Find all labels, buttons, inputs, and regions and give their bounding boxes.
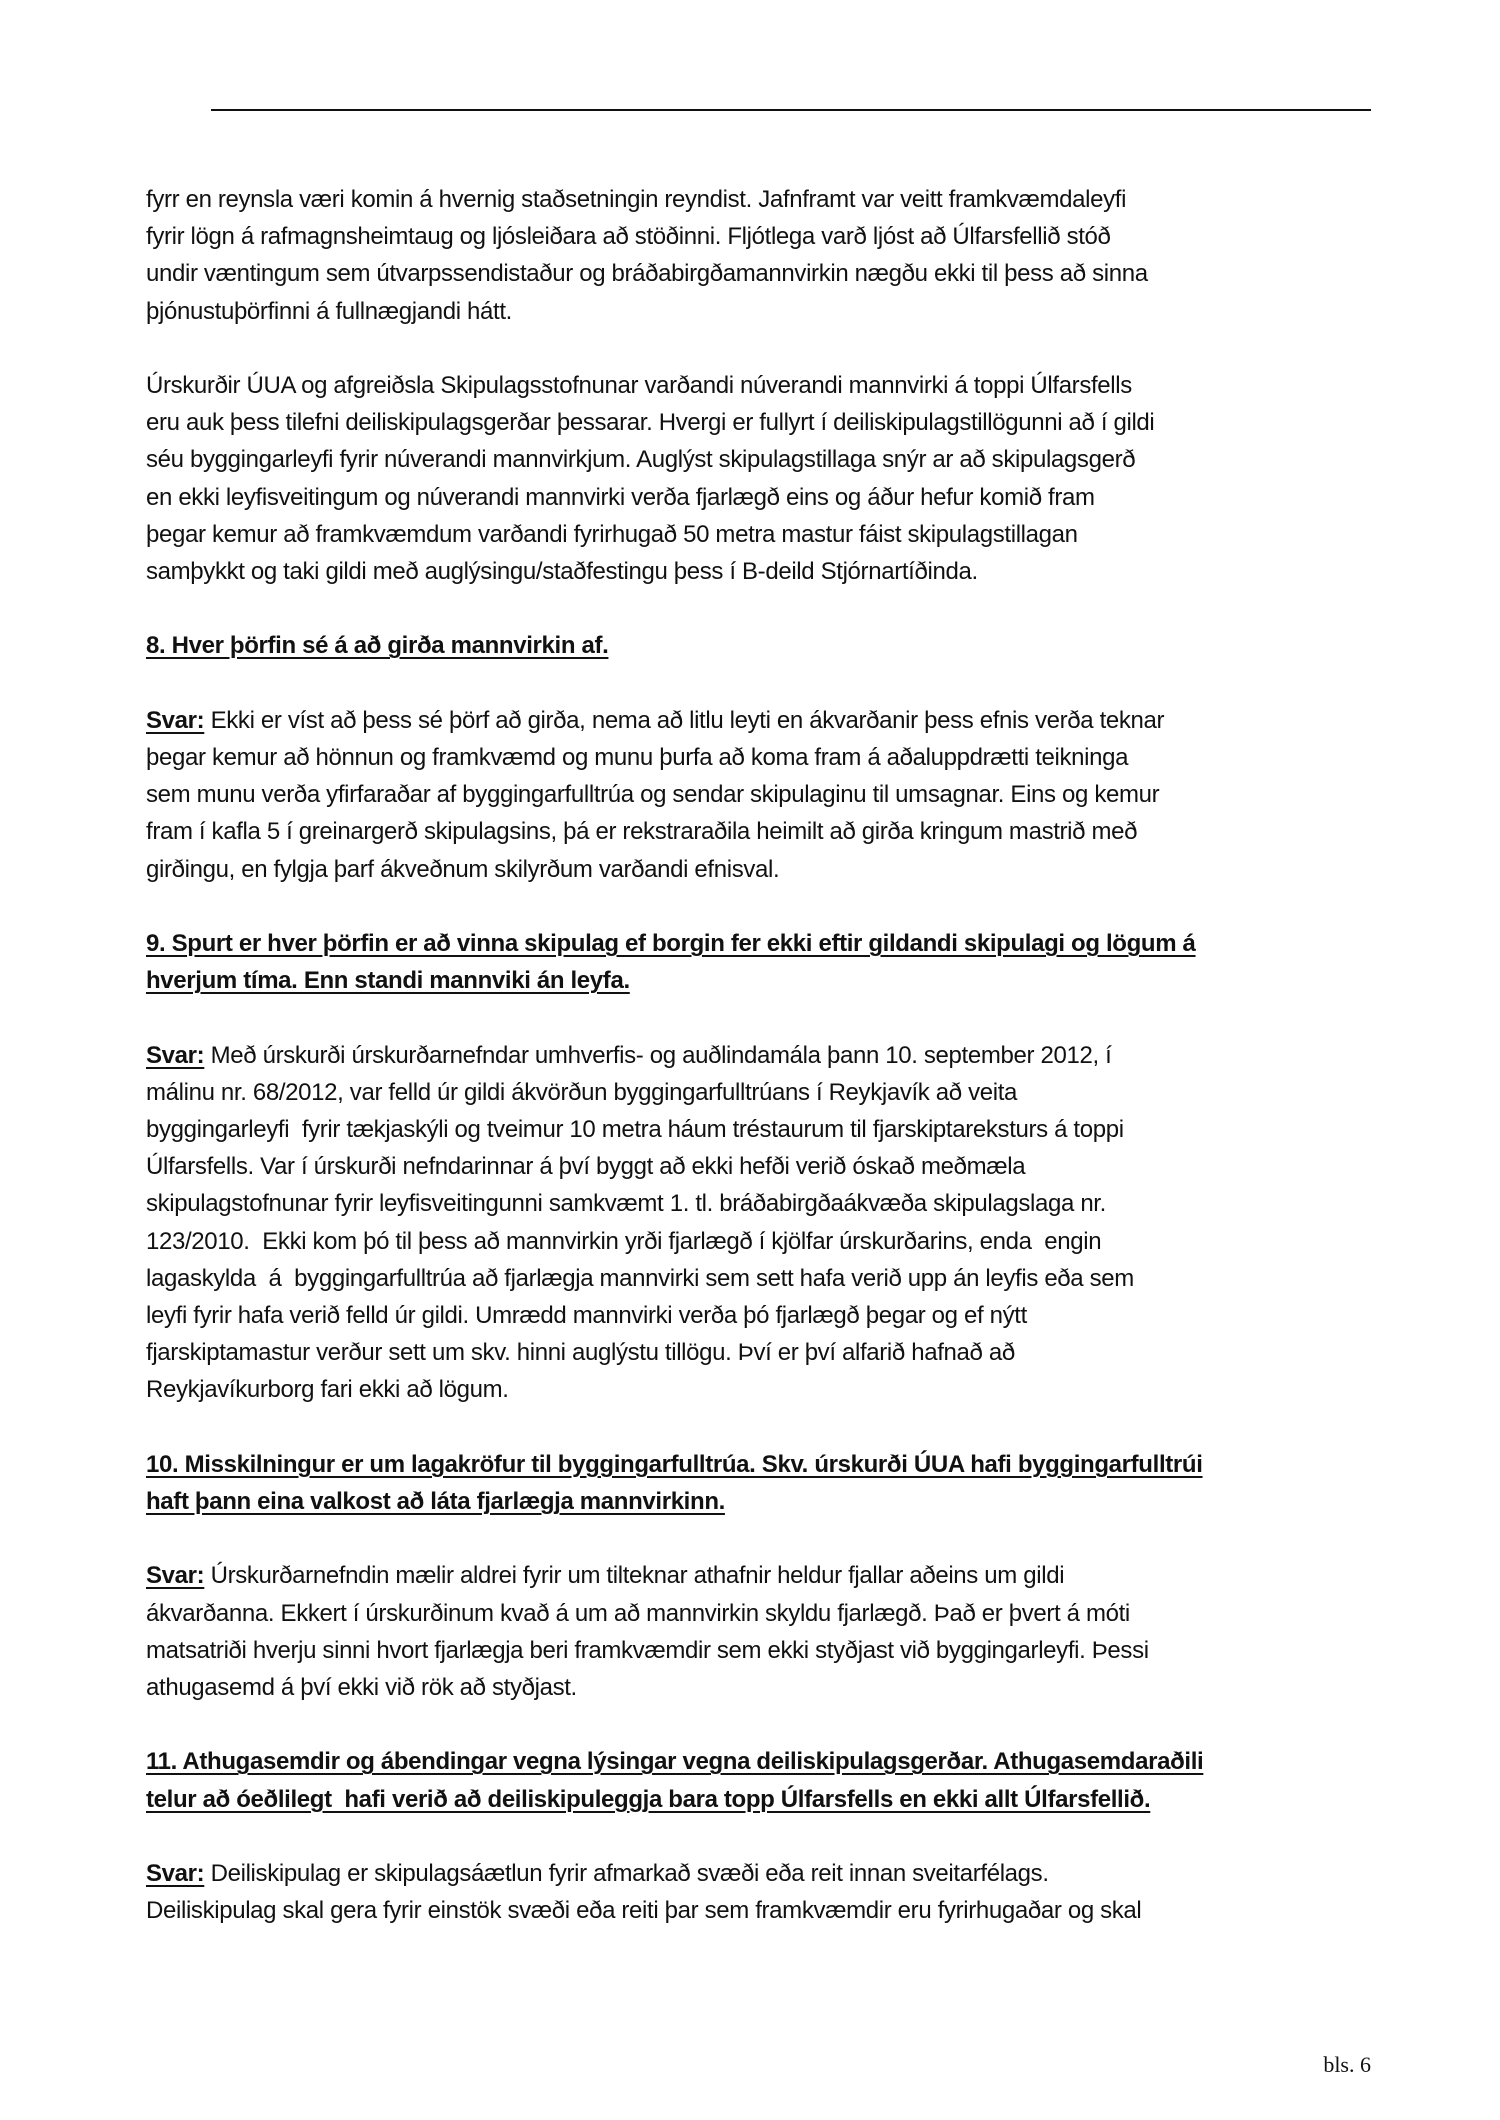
text-line: en ekki leyfisveitingum og núverandi mannvirki verða fjarlægð eins og áður hefur komið fram (146, 483, 1095, 511)
question-11-heading (146, 1743, 1386, 1817)
question-9-heading (146, 925, 1386, 999)
answer-label: Svar: (146, 706, 205, 734)
text-line: Reykjavíkurborg fari ekki að lögum. (146, 1376, 509, 1404)
question-10-heading (146, 1446, 1386, 1520)
heading-line: 9. Spurt er hver þörfin er að vinna skipulag ef borgin fer ekki eftir gildandi skipulagi og lögum á (146, 930, 1196, 957)
answer-label: Svar: (146, 1562, 205, 1590)
text-line: fram í kafla 5 í greinargerð skipulagsins, þá er rekstraraðila heimilt að girða kringum mastrið með (146, 818, 1138, 846)
text-line: samþykkt og taki gildi með auglýsingu/staðfestingu þess í B-deild Stjórnartíðinda. (146, 558, 978, 586)
text-line: byggingarleyfi fyrir tækjaskýli og tveimur 10 metra háum tréstaurum til fjarskiptareksturs á toppi (146, 1116, 1124, 1143)
text-line: þegar kemur að hönnun og framkvæmd og munu þurfa að koma fram á aðaluppdrætti teikninga (146, 744, 1129, 771)
answer-label: Svar: (146, 1041, 205, 1069)
heading-line: haft þann eina valkost að láta fjarlægja mannvirkinn. (146, 1488, 725, 1516)
heading-line: hverjum tíma. Enn standi mannviki án leyfa. (146, 967, 630, 995)
answer-8 (146, 702, 1386, 888)
intro-paragraph (146, 181, 1386, 330)
document-body (146, 181, 1386, 1967)
heading-line: 11. Athugasemdir og ábendingar vegna lýsingar vegna deiliskipulagsgerðar. Athugasemdaraðili (146, 1748, 1204, 1776)
text-line: Ekki er víst að þess sé þörf að girða, nema að litlu leyti en ákvarðanir þess efnis verða teknar (204, 706, 1165, 734)
text-line: girðingu, en fylgja þarf ákveðnum skilyrðum varðandi efnisval. (146, 855, 780, 883)
answer-11 (146, 1855, 1386, 1929)
text-line: Úlfarsfells. Var í úrskurði nefndarinnar á því byggt að ekki hefði verið óskað meðmæla (146, 1153, 1026, 1181)
text-line: eru auk þess tilefni deiliskipulagsgerðar þessarar. Hvergi er fullyrt í deiliskipulagstillögunni að í gildi (146, 409, 1155, 437)
answer-label: Svar: (146, 1860, 205, 1887)
text-line: matsatriði hverju sinni hvort fjarlægja beri framkvæmdir sem ekki styðjast við byggingarleyfi. Þessi (146, 1636, 1149, 1664)
answer-10 (146, 1557, 1386, 1706)
heading-line: 8. Hver þörfin sé á að girða mannvirkin af. (146, 632, 609, 660)
text-line: þegar kemur að framkvæmdum varðandi fyrirhugað 50 metra mastur fáist skipulagstillagan (146, 520, 1078, 548)
header-rule (211, 109, 1371, 111)
text-line: þjónustuþörfinni á fullnægjandi hátt. (146, 297, 512, 325)
text-line: Deiliskipulag er skipulagsáætlun fyrir afmarkað svæði eða reit innan sveitarfélags. (204, 1860, 1049, 1887)
text-line: ákvarðanna. Ekkert í úrskurðinum kvað á um að mannvirkin skyldu fjarlægð. Það er þvert á móti (146, 1599, 1130, 1627)
text-line: fyrr en reynsla væri komin á hvernig staðsetningin reyndist. Jafnframt var veitt framkvæmdaleyfi (146, 186, 1127, 213)
text-line: athugasemd á því ekki við rök að styðjast. (146, 1674, 577, 1702)
heading-line: 10. Misskilningur er um lagakröfur til byggingarfulltrúa. Skv. úrskurði ÚUA hafi byggingarfulltrúi (146, 1450, 1203, 1478)
text-line: Úrskurðir ÚUA og afgreiðsla Skipulagsstofnunar varðandi núverandi mannvirki á toppi Úlfarsfells (146, 372, 1132, 399)
page-number: bls. 6 (1323, 2052, 1371, 2077)
text-line: lagaskylda á byggingarfulltrúa að fjarlægja mannvirki sem sett hafa verið upp án leyfis eða sem (146, 1264, 1134, 1292)
text-line: séu byggingarleyfi fyrir núverandi mannvirkjum. Auglýst skipulagstillaga snýr ar að skipulagsgerð (146, 446, 1136, 474)
text-line: Úrskurðarnefndin mælir aldrei fyrir um tilteknar athafnir heldur fjallar aðeins um gildi (204, 1562, 1065, 1590)
text-line: fjarskiptamastur verður sett um skv. hinni auglýstu tillögu. Því er því alfarið hafnað að (146, 1339, 1015, 1367)
answer-9 (146, 1037, 1386, 1409)
rulings-paragraph (146, 367, 1386, 590)
text-line: leyfi fyrir hafa verið felld úr gildi. Umrædd mannvirki verða þó fjarlægð þegar og ef nýtt (146, 1302, 1027, 1330)
text-line: málinu nr. 68/2012, var felld úr gildi ákvörðun byggingarfulltrúans í Reykjavík að veita (146, 1078, 1018, 1106)
text-line: sem munu verða yfirfaraðar af byggingarfulltrúa og sendar skipulaginu til umsagnar. Eins og kemur (146, 781, 1160, 809)
text-line: Með úrskurði úrskurðarnefndar umhverfis- og auðlindamála þann 10. september 2012, í (204, 1041, 1112, 1069)
heading-line: telur að óeðlilegt hafi verið að deiliskipuleggja bara topp Úlfarsfells en ekki allt Úlfarsfellið. (146, 1785, 1151, 1813)
text-line: fyrir lögn á rafmagnsheimtaug og ljósleiðara að stöðinni. Fljótlega varð ljóst að Úlfarsfellið stóð (146, 223, 1111, 251)
question-8-heading (146, 627, 1386, 664)
text-line: 123/2010. Ekki kom þó til þess að mannvirkin yrði fjarlægð í kjölfar úrskurðarins, enda engin (146, 1227, 1102, 1255)
text-line: undir væntingum sem útvarpssendistaður og bráðabirgðamannvirkin nægðu ekki til þess að sinna (146, 260, 1148, 288)
text-line: skipulagstofnunar fyrir leyfisveitingunni samkvæmt 1. tl. bráðabirgðaákvæða skipulagslaga nr. (146, 1190, 1106, 1218)
text-line: Deiliskipulag skal gera fyrir einstök svæði eða reiti þar sem framkvæmdir eru fyrirhugaðar og skal (146, 1897, 1142, 1925)
